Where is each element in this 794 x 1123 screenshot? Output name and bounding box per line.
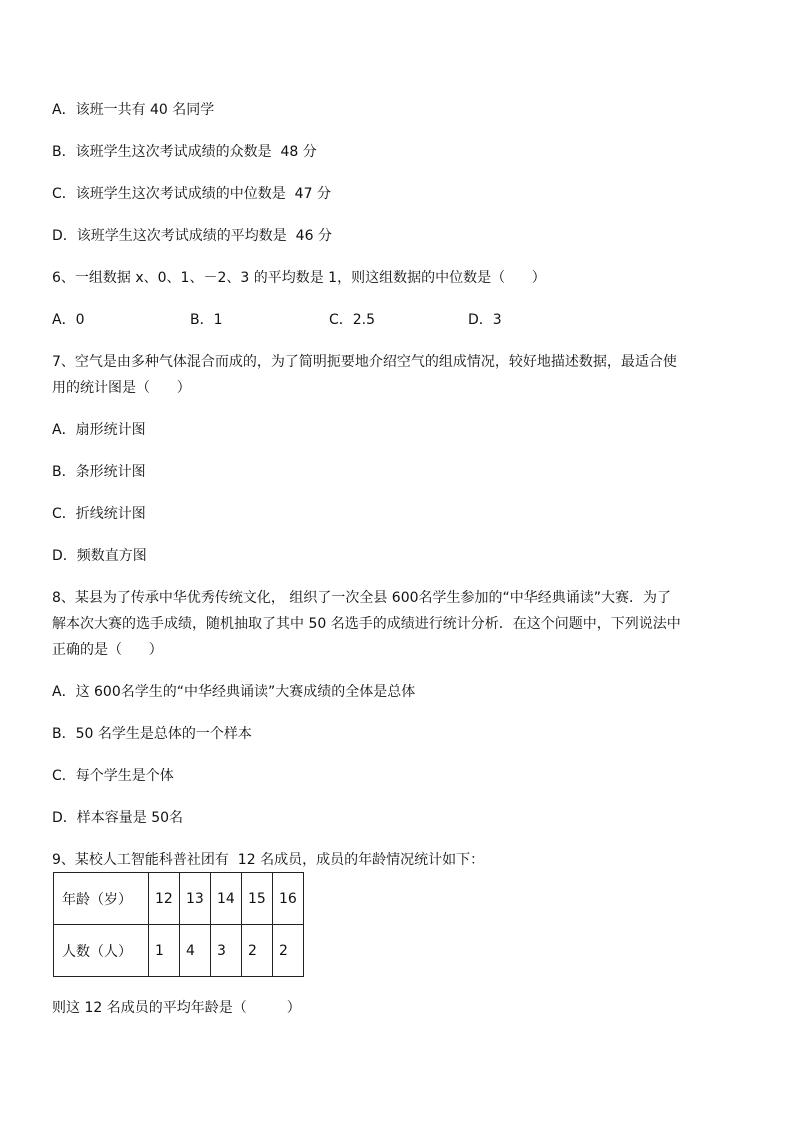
q8-option-d: D．样本容量是 50名 (52, 810, 184, 826)
q5-option-a: A．该班一共有 40 名同学 (52, 102, 215, 118)
q7-stem-line1: 7、空气是由多种气体混合而成的，为了简明扼要地介绍空气的组成情况，较好地描述数据，最适合使 (52, 354, 677, 370)
table-cell-count: 3 (211, 925, 242, 977)
q6-option-d: D．3 (468, 312, 502, 328)
table-row-age (54, 873, 304, 925)
q6-stem: 6、一组数据 x、0、1、－2、3 的平均数是 1，则这组数据的中位数是（ ） (52, 270, 546, 286)
table-header-age: 年龄（岁） (54, 873, 149, 925)
table-row-count (54, 925, 304, 977)
table-cell-count: 4 (180, 925, 211, 977)
table-cell-count: 1 (149, 925, 180, 977)
q7-stem-line2: 用的统计图是（ ） (52, 380, 191, 396)
q9-stem: 9、某校人工智能科普社团有 12 名成员，成员的年龄情况统计如下： (52, 852, 485, 868)
q5-option-d: D．该班学生这次考试成绩的平均数是 46 分 (52, 228, 332, 244)
table-cell-count: 2 (242, 925, 273, 977)
table-cell-count: 2 (273, 925, 304, 977)
table-cell-age: 14 (211, 873, 242, 925)
age-stats-table (53, 872, 304, 977)
q8-stem-line3: 正确的是（ ） (52, 642, 163, 658)
q7-option-b: B．条形统计图 (52, 464, 146, 480)
q6-option-a: A．0 (52, 312, 85, 328)
q8-option-b: B．50 名学生是总体的一个样本 (52, 726, 252, 742)
q9-question: 则这 12 名成员的平均年龄是（ ） (52, 1000, 301, 1016)
table-cell-age: 13 (180, 873, 211, 925)
q5-option-c: C．该班学生这次考试成绩的中位数是 47 分 (52, 186, 331, 202)
q6-option-c: C．2.5 (329, 312, 376, 328)
q5-option-b: B．该班学生这次考试成绩的众数是 48 分 (52, 144, 317, 160)
q8-option-a: A．这 600名学生的“中华经典诵读”大赛成绩的全体是总体 (52, 684, 416, 700)
q7-option-c: C．折线统计图 (52, 506, 146, 522)
table-cell-age: 16 (273, 873, 304, 925)
table-cell-age: 15 (242, 873, 273, 925)
q8-option-c: C．每个学生是个体 (52, 768, 174, 784)
q6-option-b: B．1 (190, 312, 223, 328)
q7-option-a: A．扇形统计图 (52, 422, 146, 438)
table-header-count: 人数（人） (54, 925, 149, 977)
q8-stem-line1: 8、某县为了传承中华优秀传统文化， 组织了一次全县 600名学生参加的“中华经典诵读”大赛．为了 (52, 590, 672, 606)
q8-stem-line2: 解本次大赛的选手成绩，随机抽取了其中 50 名选手的成绩进行统计分析．在这个问题中，下列说法中 (52, 616, 681, 632)
q7-option-d: D．频数直方图 (52, 548, 147, 564)
table-cell-age: 12 (149, 873, 180, 925)
